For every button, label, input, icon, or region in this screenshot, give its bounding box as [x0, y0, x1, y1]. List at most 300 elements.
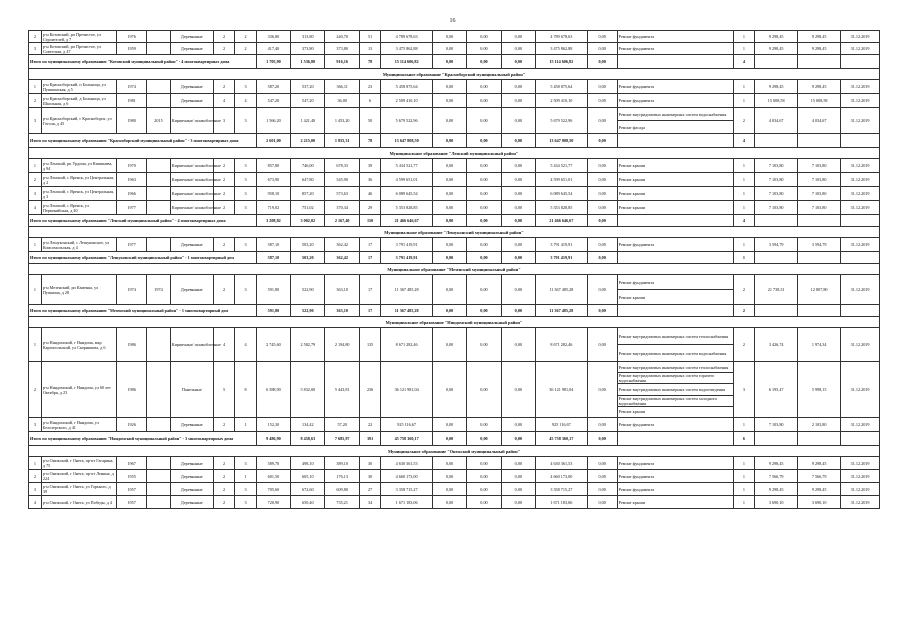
total-cell-empty — [755, 134, 798, 148]
cell-c-total: 925 116,67 — [381, 418, 433, 432]
cell-w-n: 1 — [733, 94, 754, 108]
cell-works — [617, 457, 733, 470]
total-cell-c-reg: 0,00 — [432, 252, 466, 264]
cell-w-n: 1 — [733, 457, 754, 470]
cell-a-priv: 373,80 — [325, 43, 359, 55]
cell-date: 31.12.2019 — [841, 457, 880, 470]
table-row — [29, 418, 880, 432]
total-cell-c-other: 0,00 — [587, 305, 617, 317]
total-cell-w-n: 4 — [733, 55, 754, 69]
cell-y2 — [147, 362, 171, 418]
cell-wall: Деревянные — [170, 238, 213, 252]
total-cell-works — [617, 432, 733, 446]
cell-unit: 3 594,79 — [755, 238, 798, 252]
cell-a-res: 2 582,79 — [291, 328, 325, 362]
cell-people: 34 — [359, 496, 380, 509]
cell-limit: 4 034,67 — [798, 108, 841, 134]
total-cell-empty — [841, 215, 880, 227]
cell-a-total: 547,20 — [256, 94, 290, 108]
cell-works — [617, 328, 733, 362]
cell-people: 51 — [359, 31, 380, 43]
total-cell-c-loc: 0,00 — [467, 305, 501, 317]
cell-wall: Деревянные — [170, 483, 213, 496]
cell-c-own: 0,00 — [501, 496, 535, 509]
cell-c-reg: 0,00 — [432, 275, 466, 305]
cell-c-fund: 4 599 651,01 — [536, 173, 588, 187]
total-cell-c-own: 0,00 — [501, 305, 535, 317]
cell-y2 — [147, 238, 171, 252]
cell-y1: 1970 — [117, 159, 147, 173]
cell-c-own: 0,00 — [501, 187, 535, 201]
total-cell-works — [617, 134, 733, 148]
cell-c-fund: 3 475 862,88 — [536, 43, 588, 55]
cell-date: 31.12.2019 — [841, 187, 880, 201]
total-label: Итого по муниципальному образованию "Няндомский муниципальный район" - 3 многоквартирных дома — [29, 432, 257, 446]
cell-limit: 9 298,45 — [798, 80, 841, 94]
cell-c-own: 0,00 — [501, 483, 535, 496]
table-row — [29, 43, 880, 55]
cell-unit: 9 298,45 — [755, 31, 798, 43]
cell-c-total: 6 089 645,54 — [381, 187, 433, 201]
cell-a-total: 705,60 — [256, 483, 290, 496]
cell-n: 2 — [29, 173, 42, 187]
cell-limit: 7 103,80 — [798, 187, 841, 201]
cell-unit: 7 103,80 — [755, 201, 798, 215]
total-row — [29, 134, 880, 148]
cell-w-n: 2 — [733, 328, 754, 362]
cell-c-reg: 0,00 — [432, 43, 466, 55]
cell-c-total: 4 630 361,53 — [381, 457, 433, 470]
cell-n: 2 — [29, 31, 42, 43]
cell-fl-lo: 4 — [235, 94, 256, 108]
section-header-row — [29, 148, 880, 159]
cell-c-reg: 0,00 — [432, 470, 466, 483]
cell-c-fund: 8 671 282,46 — [536, 328, 588, 362]
cell-date: 31.12.2019 — [841, 31, 880, 43]
cell-c-own: 0,00 — [501, 362, 535, 418]
total-cell-c-loc: 0,00 — [467, 215, 501, 227]
total-cell-c-total: 11 367 485,28 — [381, 305, 433, 317]
cell-n: 1 — [29, 328, 42, 362]
cell-unit: 9 298,45 — [755, 483, 798, 496]
cell-c-loc: 0,00 — [467, 187, 501, 201]
cell-limit: 1 974,34 — [798, 328, 841, 362]
cell-n: 1 — [29, 275, 42, 305]
cell-y1: 1980 — [117, 108, 147, 134]
cell-fl-hi: 2 — [213, 80, 234, 94]
cell-fl-lo: 2 — [235, 31, 256, 43]
cell-fl-lo: 3 — [235, 108, 256, 134]
total-cell-c-reg: 0,00 — [432, 134, 466, 148]
cell-c-fund: 3 791 419,91 — [536, 238, 588, 252]
total-cell-a-total: 587,10 — [256, 252, 290, 264]
cell-a-res: 605,10 — [291, 470, 325, 483]
repair-work-item: Ремонт внутридомовых инженерных систем водоотведения — [618, 383, 733, 394]
cell-a-total: 1 566,20 — [256, 108, 290, 134]
table-row — [29, 275, 880, 305]
total-cell-c-reg: 0,00 — [432, 305, 466, 317]
total-cell-people: 78 — [359, 134, 380, 148]
cell-unit: 7 103,80 — [755, 418, 798, 432]
cell-c-loc: 0,00 — [467, 173, 501, 187]
cell-c-own: 0,00 — [501, 31, 535, 43]
repair-work-item: Ремонт крыши — [618, 177, 646, 182]
total-cell-w-n: 6 — [733, 432, 754, 446]
cell-y1: 1974 — [117, 275, 147, 305]
cell-c-other: 0,00 — [587, 496, 617, 509]
cell-people: 23 — [359, 80, 380, 94]
cell-c-loc: 0,00 — [467, 470, 501, 483]
cell-fl-hi: 3 — [213, 108, 234, 134]
total-cell-c-total: 3 791 419,91 — [381, 252, 433, 264]
total-cell-works — [617, 252, 733, 264]
total-cell-empty — [755, 55, 798, 69]
total-cell-c-other: 0,00 — [587, 432, 617, 446]
table-row — [29, 187, 880, 201]
total-row — [29, 55, 880, 69]
cell-fl-lo: 1 — [235, 470, 256, 483]
cell-y2: 2015 — [147, 108, 171, 134]
total-cell-a-res: 3 002,02 — [291, 215, 325, 227]
cell-y1: 1986 — [117, 328, 147, 362]
total-cell-empty — [798, 215, 841, 227]
cell-wall: Деревянные — [170, 457, 213, 470]
cell-c-own: 0,00 — [501, 238, 535, 252]
cell-c-fund: 6 089 645,54 — [536, 187, 588, 201]
cell-c-fund: 11 367 485,28 — [536, 275, 588, 305]
cell-fl-hi: 2 — [213, 238, 234, 252]
cell-c-other: 0,00 — [587, 275, 617, 305]
cell-limit: 9 298,45 — [798, 31, 841, 43]
cell-addr: р-н Ленский, с Яренск, ул Первомайская, д 40 — [41, 201, 116, 215]
cell-y2 — [147, 187, 171, 201]
cell-wall: Кирпичные/ шлакоблочные — [170, 159, 213, 173]
total-cell-c-own: 0,00 — [501, 215, 535, 227]
cell-n: 3 — [29, 108, 42, 134]
cell-c-total: 3 475 862,88 — [381, 43, 433, 55]
cell-w-n: 3 — [733, 362, 754, 418]
page-number: 16 — [449, 18, 456, 24]
total-cell-empty — [798, 432, 841, 446]
cell-c-own: 0,00 — [501, 470, 535, 483]
section-header-row — [29, 264, 880, 275]
total-cell-a-total: 1 705,90 — [256, 55, 290, 69]
cell-c-total: 5 353 828,85 — [381, 201, 433, 215]
repair-work-item: Ремонт внутридомовых инженерных систем теплоснабжения — [618, 333, 729, 339]
cell-a-priv: 389,10 — [325, 457, 359, 470]
total-cell-c-total: 15 114 606,82 — [381, 55, 433, 69]
cell-works — [617, 80, 733, 94]
cell-n: 3 — [29, 418, 42, 432]
total-cell-a-priv: 1 855,31 — [325, 134, 359, 148]
cell-people: 236 — [359, 362, 380, 418]
cell-c-reg: 0,00 — [432, 362, 466, 418]
table-row — [29, 362, 880, 418]
total-cell-a-total: 3 208,82 — [256, 215, 290, 227]
table-row — [29, 238, 880, 252]
total-cell-people: 17 — [359, 252, 380, 264]
total-cell-c-own: 0,00 — [501, 432, 535, 446]
cell-addr: р-н Онежский, г Онега, ул Победы, д 4 — [41, 496, 116, 509]
cell-unit: 3 690,10 — [755, 496, 798, 509]
cell-addr: р-н Ленский, с Яренск, ул Центральная, д 2 — [41, 173, 116, 187]
total-cell-people: 391 — [359, 432, 380, 446]
cell-y1: 1981 — [117, 94, 147, 108]
total-cell-works — [617, 305, 733, 317]
table-row — [29, 31, 880, 43]
cell-c-total: 3 358 715,27 — [381, 483, 433, 496]
cell-a-total: 719,02 — [256, 201, 290, 215]
cell-unit: 9 298,45 — [755, 43, 798, 55]
table-row — [29, 80, 880, 94]
total-cell-empty — [755, 305, 798, 317]
cell-limit: 9 298,45 — [798, 457, 841, 470]
cell-unit: 3 426,74 — [755, 328, 798, 362]
cell-c-fund: 5 679 522,96 — [536, 108, 588, 134]
cell-y1: 1986 — [117, 362, 147, 418]
total-cell-a-priv: 2 167,40 — [325, 215, 359, 227]
cell-wall: Деревянные — [170, 496, 213, 509]
section-header-row — [29, 69, 880, 80]
cell-c-fund: 5 458 875,64 — [536, 80, 588, 94]
cell-y1: 1957 — [117, 496, 147, 509]
cell-w-n: 1 — [733, 80, 754, 94]
cell-c-own: 0,00 — [501, 201, 535, 215]
cell-unit: 4 034,67 — [755, 108, 798, 134]
cell-unit: 9 298,45 — [755, 457, 798, 470]
cell-a-priv: 366,11 — [325, 80, 359, 94]
cell-a-total: 587,20 — [256, 80, 290, 94]
cell-c-loc: 0,00 — [467, 483, 501, 496]
cell-addr: р-н Котовский, рп Пречистое, ул Советская, д 47 — [41, 43, 116, 55]
cell-c-total: 11 367 485,28 — [381, 275, 433, 305]
cell-fl-lo: 3 — [235, 496, 256, 509]
section-title: Муниципальное образование "Онежский муниципальный район" — [29, 446, 880, 457]
cell-c-other: 0,00 — [587, 362, 617, 418]
cell-people: 22 — [359, 418, 380, 432]
cell-unit: 7 566,79 — [755, 470, 798, 483]
table-row — [29, 201, 880, 215]
cell-unit: 7 103,80 — [755, 159, 798, 173]
total-cell-works — [617, 215, 733, 227]
cell-c-fund: 36 121 981,04 — [536, 362, 588, 418]
cell-fl-hi: 2 — [213, 159, 234, 173]
cell-a-total: 589,70 — [256, 457, 290, 470]
total-cell-works — [617, 55, 733, 69]
cell-a-total: 601,50 — [256, 470, 290, 483]
cell-c-own: 0,00 — [501, 43, 535, 55]
cell-c-other: 0,00 — [587, 418, 617, 432]
total-cell-a-priv: 916,16 — [325, 55, 359, 69]
cell-y2 — [147, 94, 171, 108]
cell-c-other: 0,00 — [587, 173, 617, 187]
cell-limit: 15 008,58 — [798, 94, 841, 108]
section-header-row — [29, 317, 880, 328]
total-cell-c-reg: 0,00 — [432, 215, 466, 227]
cell-y1: 1966 — [117, 187, 147, 201]
cell-fl-hi: 2 — [213, 457, 234, 470]
cell-fl-lo: 8 — [235, 362, 256, 418]
cell-y2 — [147, 43, 171, 55]
cell-fl-hi: 2 — [213, 483, 234, 496]
cell-people: 135 — [359, 328, 380, 362]
cell-works — [617, 470, 733, 483]
cell-a-res: 751,02 — [291, 201, 325, 215]
cell-a-res: 503,20 — [291, 238, 325, 252]
cell-fl-hi: 2 — [213, 275, 234, 305]
cell-y1: 1926 — [117, 418, 147, 432]
cell-c-fund: 4 789 678,63 — [536, 31, 588, 43]
cell-date: 31.12.2019 — [841, 159, 880, 173]
repair-work-item: Ремонт внутридомовых инженерных систем водоснабжения — [618, 344, 733, 361]
repair-work-item: Ремонт фундамента — [618, 473, 655, 479]
total-cell-c-fund: 15 114 606,82 — [536, 55, 588, 69]
cell-c-other: 0,00 — [587, 43, 617, 55]
cell-works — [617, 496, 733, 509]
cell-fl-hi: 2 — [213, 470, 234, 483]
cell-date: 31.12.2019 — [841, 483, 880, 496]
total-cell-a-priv: 362,42 — [325, 252, 359, 264]
cell-c-other: 0,00 — [587, 238, 617, 252]
cell-c-loc: 0,00 — [467, 80, 501, 94]
total-cell-c-other: 0,00 — [587, 134, 617, 148]
cell-c-other: 0,00 — [587, 187, 617, 201]
cell-a-res: 537,20 — [291, 80, 325, 94]
total-cell-c-fund: 13 647 808,50 — [536, 134, 588, 148]
total-row — [29, 305, 880, 317]
cell-fl-lo: 3 — [235, 187, 256, 201]
total-cell-empty — [755, 252, 798, 264]
repair-work-item: Ремонт фундамента — [618, 486, 655, 492]
cell-c-other: 0,00 — [587, 108, 617, 134]
cell-n: 1 — [29, 80, 42, 94]
cell-w-n: 1 — [733, 159, 754, 173]
cell-c-reg: 0,00 — [432, 483, 466, 496]
repair-work-item: Ремонт фундамента — [618, 34, 655, 39]
cell-addr: р-н Лешуконский, с Лешуконское, ул Комсомольская, д 4 — [41, 238, 116, 252]
cell-people: 17 — [359, 275, 380, 305]
cell-c-reg: 0,00 — [432, 328, 466, 362]
cell-y2 — [147, 201, 171, 215]
cell-c-reg: 0,00 — [432, 159, 466, 173]
cell-y1: 1977 — [117, 238, 147, 252]
cell-y2 — [147, 173, 171, 187]
repair-work-item: Ремонт крыши — [618, 406, 733, 417]
total-cell-empty — [798, 252, 841, 264]
cell-c-reg: 0,00 — [432, 31, 466, 43]
cell-wall: Панельные — [170, 362, 213, 418]
cell-c-reg: 0,00 — [432, 418, 466, 432]
cell-a-priv: 545,90 — [325, 173, 359, 187]
total-cell-a-total: 591,80 — [256, 305, 290, 317]
total-cell-empty — [841, 305, 880, 317]
cell-a-priv: 5 443,81 — [325, 362, 359, 418]
total-cell-empty — [841, 55, 880, 69]
cell-date: 31.12.2019 — [841, 173, 880, 187]
cell-c-loc: 0,00 — [467, 362, 501, 418]
cell-c-loc: 0,00 — [467, 108, 501, 134]
cell-fl-hi: 2 — [213, 201, 234, 215]
cell-wall: Кирпичные/ шлакоблочные — [170, 173, 213, 187]
cell-c-other: 0,00 — [587, 483, 617, 496]
cell-y2 — [147, 457, 171, 470]
cell-unit: 7 103,80 — [755, 173, 798, 187]
cell-fl-lo: 3 — [235, 80, 256, 94]
cell-a-priv: 370,34 — [325, 201, 359, 215]
cell-c-other: 0,00 — [587, 80, 617, 94]
cell-works — [617, 275, 733, 305]
repair-work-item: Ремонт внутридомовых инженерных систем холодного водоснабжения — [618, 395, 733, 406]
cell-limit: 5 998,15 — [798, 362, 841, 418]
cell-n: 3 — [29, 187, 42, 201]
cell-c-total: 4 599 651,01 — [381, 173, 433, 187]
table-row — [29, 173, 880, 187]
cell-limit: 9 298,45 — [798, 483, 841, 496]
table-row — [29, 457, 880, 470]
repair-work-item: Ремонт фундамента — [618, 242, 655, 247]
cell-date: 31.12.2019 — [841, 418, 880, 432]
cell-c-own: 0,00 — [501, 94, 535, 108]
cell-w-n: 1 — [733, 173, 754, 187]
cell-n: 3 — [29, 483, 42, 496]
cell-people: 27 — [359, 483, 380, 496]
cell-y1: 1955 — [117, 470, 147, 483]
cell-a-priv: 176,13 — [325, 470, 359, 483]
cell-a-res: 746,00 — [291, 159, 325, 173]
total-row — [29, 215, 880, 227]
total-cell-empty — [755, 215, 798, 227]
cell-c-total: 5 434 521,77 — [381, 159, 433, 173]
section-title: Муниципальное образование "Ленский муниципальный район" — [29, 148, 880, 159]
cell-limit: 3 594,79 — [798, 238, 841, 252]
total-cell-w-n: 4 — [733, 134, 754, 148]
total-cell-w-n: 4 — [733, 215, 754, 227]
cell-n: 2 — [29, 470, 42, 483]
total-cell-c-loc: 0,00 — [467, 55, 501, 69]
cell-a-total: 336,80 — [256, 31, 290, 43]
repair-work-item: Ремонт фундамента — [618, 46, 655, 51]
total-cell-c-fund: 3 791 419,91 — [536, 252, 588, 264]
cell-wall: Деревянные — [170, 94, 213, 108]
cell-c-loc: 0,00 — [467, 43, 501, 55]
cell-n: 4 — [29, 496, 42, 509]
cell-limit: 3 690,10 — [798, 496, 841, 509]
total-cell-a-res: 503,20 — [291, 252, 325, 264]
total-cell-empty — [798, 55, 841, 69]
total-cell-a-res: 522,90 — [291, 305, 325, 317]
cell-c-own: 0,00 — [501, 159, 535, 173]
total-cell-empty — [841, 252, 880, 264]
cell-a-priv: 362,42 — [325, 238, 359, 252]
cell-c-loc: 0,00 — [467, 457, 501, 470]
repair-work-item: Ремонт крыши — [618, 163, 646, 168]
cell-w-n: 1 — [733, 238, 754, 252]
total-label: Итого по муниципальному образованию "Лешуконский муниципальный район" - 1 многоквартирный дом — [29, 252, 257, 264]
cell-a-priv: 735,21 — [325, 496, 359, 509]
total-cell-c-loc: 0,00 — [467, 252, 501, 264]
total-cell-w-n: 2 — [733, 305, 754, 317]
total-cell-c-fund: 45 758 360,17 — [536, 432, 588, 446]
cell-wall: Деревянные — [170, 418, 213, 432]
repair-work-item: Ремонт крыши — [618, 499, 646, 505]
cell-y1: 1976 — [117, 31, 147, 43]
cell-date: 31.12.2019 — [841, 43, 880, 55]
repair-work-item: Ремонт внутридомовых инженерных систем водоснабжения — [618, 111, 727, 117]
cell-c-reg: 0,00 — [432, 187, 466, 201]
repair-work-item: Ремонт крыши — [618, 191, 646, 196]
cell-a-priv: 609,80 — [325, 483, 359, 496]
cell-y2 — [147, 470, 171, 483]
